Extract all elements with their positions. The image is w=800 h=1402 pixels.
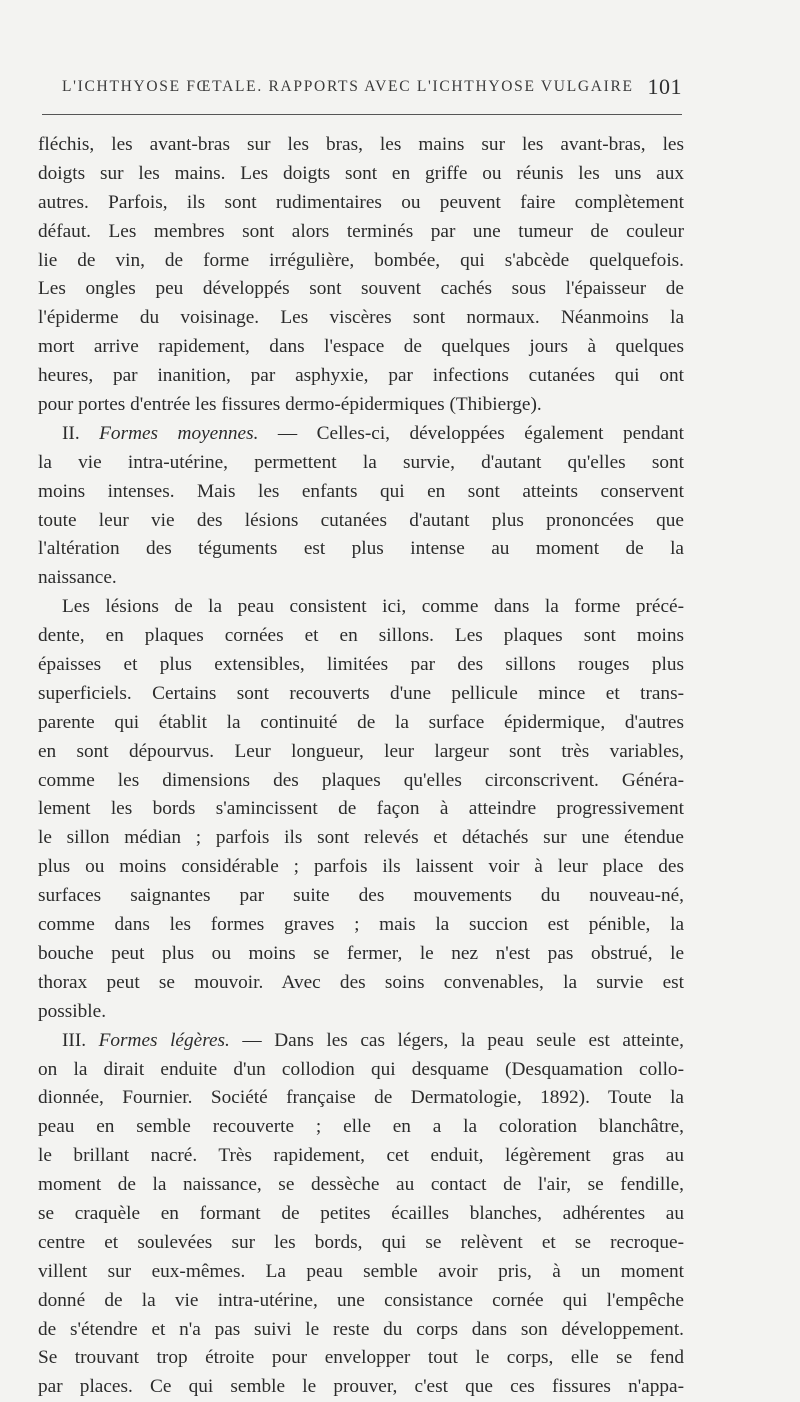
- running-head: [62, 76, 682, 102]
- line-remainder: — Dans les cas légers, la peau seule est atteinte,: [229, 1029, 684, 1051]
- text-line: pour portes d'entrée les fissures dermo-épidermiques (Thibierge).: [38, 394, 542, 416]
- section-title: Formes légères.: [98, 1029, 230, 1051]
- text-line: peau en semble recouverte ; elle en a la coloration blanchâtre,: [38, 1116, 684, 1138]
- text-line: comme dans les formes graves ; mais la succion est pénible, la: [38, 914, 684, 936]
- text-line: bouche peut plus ou moins se fermer, le nez n'est pas obstrué, le: [38, 942, 684, 964]
- text-line: le sillon médian ; parfois ils sont relevés et détachés sur une étendue: [38, 827, 684, 849]
- text-line: l'épiderme du voisinage. Les viscères sont normaux. Néanmoins la: [38, 307, 684, 329]
- body-text: [38, 131, 684, 1402]
- text-line: Les lésions de la peau consistent ici, comme dans la forme précé-: [62, 596, 684, 618]
- header-rule: [42, 114, 682, 115]
- text-line: on la dirait enduite d'un collodion qui desquame (Desquamation collo-: [38, 1058, 684, 1080]
- text-line: par places. Ce qui semble le prouver, c'est que ces fissures n'appa-: [38, 1376, 684, 1398]
- text-line: épaisses et plus extensibles, limitées par des sillons rouges plus: [38, 654, 684, 676]
- text-line: comme les dimensions des plaques qu'elles circonscrivent. Généra-: [38, 769, 684, 791]
- section-number: II.: [62, 422, 100, 444]
- text-line: l'altération des téguments est plus intense au moment de la: [38, 538, 684, 560]
- text-line: toute leur vie des lésions cutanées d'autant plus prononcées que: [38, 509, 684, 531]
- text-line: moment de la naissance, se dessèche au contact de l'air, se fendille,: [38, 1174, 684, 1196]
- text-line: thorax peut se mouvoir. Avec des soins convenables, la survie est: [38, 971, 684, 993]
- text-line: naissance.: [38, 567, 117, 589]
- text-line: moins intenses. Mais les enfants qui en sont atteints conservent: [38, 480, 684, 502]
- text-line: dente, en plaques cornées et en sillons. Les plaques sont moins: [38, 625, 684, 647]
- text-line: villent sur eux-mêmes. La peau semble avoir pris, à un moment: [38, 1260, 684, 1282]
- text-line: doigts sur les mains. Les doigts sont en griffe ou réunis les uns aux: [38, 162, 684, 184]
- running-title: L'ICHTHYOSE FŒTALE. RAPPORTS AVEC L'ICHTHYOSE VULGAIRE: [62, 78, 634, 95]
- text-line: fléchis, les avant-bras sur les bras, les mains sur les avant-bras, les: [38, 134, 684, 155]
- text-line: possible.: [38, 1000, 107, 1022]
- text-line: Les ongles peu développés sont souvent cachés sous l'épaisseur de: [38, 278, 684, 300]
- text-line: heures, par inanition, par asphyxie, par infections cutanées qui ont: [38, 365, 684, 387]
- page-number: 101: [647, 74, 682, 99]
- section-title: Formes moyennes.: [99, 422, 259, 444]
- text-line: surfaces saignantes par suite des mouvements du nouveau-né,: [38, 885, 684, 907]
- section-heading-line: [38, 420, 684, 449]
- text-line: plus ou moins considérable ; parfois ils laissent voir à leur place des: [38, 856, 684, 878]
- text-line: le brillant nacré. Très rapidement, cet enduit, légèrement gras au: [38, 1145, 684, 1167]
- text-line: Se trouvant trop étroite pour envelopper tout le corps, elle se fend: [38, 1347, 684, 1369]
- text-line: en sont dépourvus. Leur longueur, leur largeur sont très variables,: [38, 740, 684, 762]
- text-line: parente qui établit la continuité de la surface épidermique, d'autres: [38, 711, 684, 733]
- text-line: lement les bords s'amincissent de façon à atteindre progressivement: [38, 798, 684, 820]
- text-line: centre et soulevées sur les bords, qui se relèvent et se recroque-: [38, 1231, 684, 1253]
- text-line: la vie intra-utérine, permettent la survie, d'autant qu'elles sont: [38, 451, 684, 473]
- text-line: dionnée, Fournier. Société française de Dermatologie, 1892). Toute la: [38, 1087, 684, 1109]
- text-line: donné de la vie intra-utérine, une consistance cornée qui l'empêche: [38, 1289, 684, 1311]
- text-line: se craquèle en formant de petites écailles blanches, adhérentes au: [38, 1202, 684, 1224]
- text-line: de s'étendre et n'a pas suivi le reste du corps dans son développement.: [38, 1318, 684, 1340]
- text-line: autres. Parfois, ils sont rudimentaires ou peuvent faire complètement: [38, 191, 684, 213]
- section-number: III.: [62, 1029, 99, 1051]
- text-line: lie de vin, de forme irrégulière, bombée, qui s'abcède quelquefois.: [38, 249, 684, 271]
- text-line: mort arrive rapidement, dans l'espace de quelques jours à quelques: [38, 336, 684, 358]
- text-line: superficiels. Certains sont recouverts d'une pellicule mince et trans-: [38, 682, 684, 704]
- section-heading-line: [38, 1027, 684, 1056]
- text-line: défaut. Les membres sont alors terminés par une tumeur de couleur: [38, 220, 684, 242]
- line-remainder: — Celles-ci, développées également pendant: [258, 422, 684, 444]
